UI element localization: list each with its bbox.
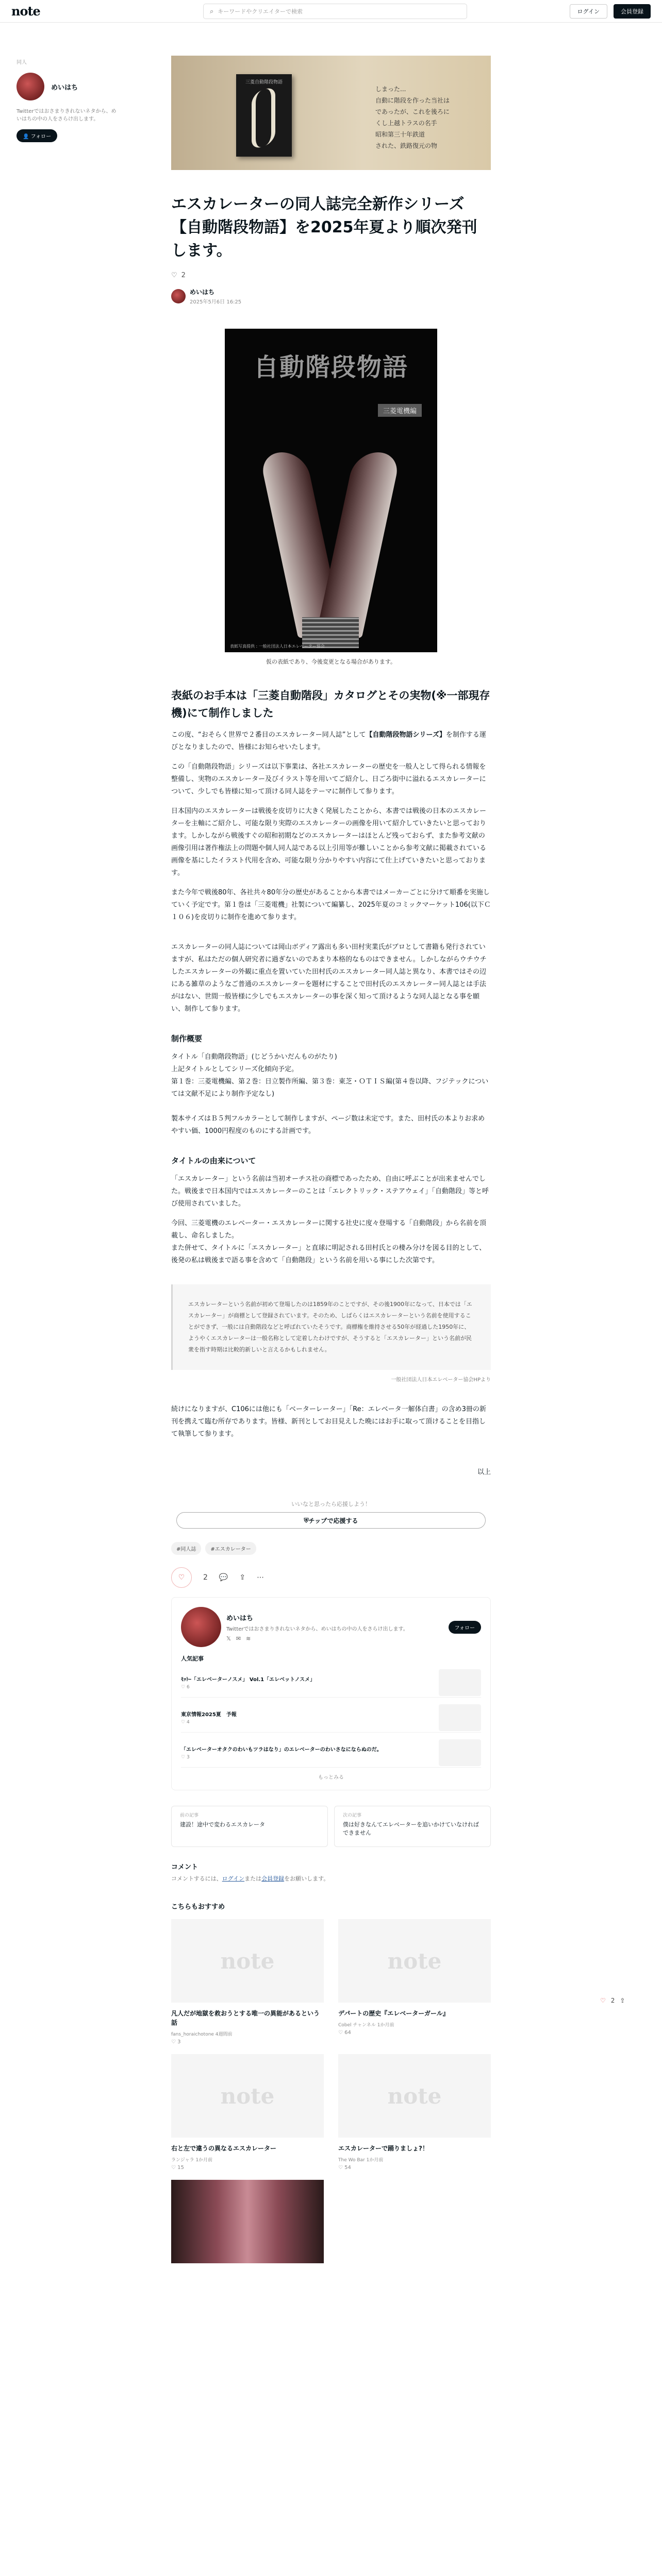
like-heart-icon[interactable]: ♡ bbox=[171, 272, 177, 279]
follow-label: フォロー bbox=[30, 134, 52, 140]
recommend-like-count: 64 bbox=[344, 2030, 351, 2036]
publish-date: 2025年5月6日 16:25 bbox=[190, 299, 242, 305]
recommend-likes: ♡ 64 bbox=[338, 2030, 351, 2036]
popular-title: 東京情報2025夏 予報 bbox=[181, 1712, 237, 1718]
social-links bbox=[226, 1635, 408, 1642]
popular-title: 「エレベーターオタクのわいもツラはなり」のエレベーターのわいさなにならぬのだ。 bbox=[181, 1747, 382, 1753]
comment-icon[interactable]: 💬 bbox=[219, 1573, 228, 1582]
popular-thumb bbox=[439, 1669, 481, 1696]
hero-line: しまった... bbox=[375, 86, 406, 93]
recommend-like-count: 3 bbox=[177, 2039, 181, 2045]
header-actions bbox=[570, 4, 651, 19]
recommend-title: デパートの歴史『エレベーターガール』 bbox=[338, 2010, 449, 2018]
hero-image bbox=[171, 56, 491, 170]
article-title: エスカレーターの同人誌完全新作シリーズ【自動階段物語】を2025年夏より順次発刊します。 bbox=[171, 195, 477, 260]
hero-line: であったが、これを後ろに bbox=[375, 108, 450, 115]
next-label: 次の記事 bbox=[343, 1813, 362, 1819]
subheading-overview: 制作概要 bbox=[171, 1034, 203, 1044]
poster-image bbox=[225, 329, 437, 652]
paragraph: 「エスカレーター」という名前は当初オーチス社の商標であったため、自由に呼ぶことが出来ませんでした。戦後まで日本国内ではエスカレーターのことは「エレクトリック・ステアウェイ」「自動階段」等と呼び使用されていました。 bbox=[171, 1175, 489, 1208]
author-avatar-small[interactable] bbox=[171, 289, 186, 303]
section-heading: 表紙のお手本は「三菱自動階段」カタログとその実物(※一部現存機)にて制作しました bbox=[171, 689, 490, 719]
recommend-likes: ♡ 3 bbox=[171, 2039, 181, 2045]
tip-label: チップで応援する bbox=[308, 1517, 358, 1524]
login-button[interactable]: ログイン bbox=[570, 4, 607, 19]
tag-item[interactable]: #エスカレーター bbox=[205, 1542, 256, 1555]
action-bar bbox=[171, 1567, 491, 1588]
book-cover bbox=[236, 74, 292, 157]
support-question: いいなと思ったら応援しよう！ bbox=[291, 1501, 371, 1508]
popular-likes: ♡ 3 bbox=[181, 1755, 190, 1760]
floating-like[interactable] bbox=[600, 1997, 625, 2004]
tag-list bbox=[171, 1542, 491, 1555]
closing-text: 以上 bbox=[477, 1468, 491, 1477]
recommend-card[interactable] bbox=[171, 1919, 324, 2045]
prev-article-link[interactable] bbox=[171, 1806, 328, 1847]
recommend-heading: こちらもおすすめ bbox=[171, 1903, 225, 1911]
recommend-card[interactable] bbox=[338, 2054, 491, 2171]
escalator-photo bbox=[171, 2180, 324, 2263]
recommend-card[interactable] bbox=[338, 1919, 491, 2045]
escalator-right bbox=[316, 452, 402, 638]
poster-caption: 表紙写真提供 : 一般社団法人日本エレベーター協会 bbox=[230, 644, 325, 649]
like-count: 2 bbox=[181, 272, 186, 279]
author-name[interactable]: めいはち bbox=[51, 83, 78, 92]
x-icon[interactable]: 𝕏 bbox=[226, 1635, 231, 1642]
prev-next-nav bbox=[171, 1806, 491, 1847]
author-name-small[interactable]: めいはち bbox=[190, 289, 215, 296]
popular-like-count: 6 bbox=[186, 1685, 190, 1690]
comment-text: をお願いします。 bbox=[284, 1875, 329, 1883]
paragraph: 日本国内のエスカレーターは戦後を皮切りに大きく発展したことから、本書では戦後の日本のエスカレーターを主軸にご紹介し、可能な限り実際のエスカレーターの画像を用いて紹介していきたいと思っております。しかしながら戦後すぐの昭和初期などのエスカレーターはほとんど残っておらず、また参考文献の画像引用は著作権法上の問題や個人同人誌である以上引用等が難しいことから参考文献に掲載されている画像を基にしたイラスト代用を含め、可能な限り分かりやすい内容にて仕上げていきたいと思っております。 bbox=[171, 807, 487, 877]
recommend-like-count: 15 bbox=[177, 2165, 184, 2171]
hero-line: 昭和第三十年鉄道 bbox=[375, 131, 425, 138]
follow-icon: 👤 bbox=[23, 134, 31, 140]
share-icon[interactable]: ⇪ bbox=[239, 1573, 246, 1582]
top-header bbox=[0, 0, 662, 23]
rss-icon[interactable]: ≋ bbox=[246, 1635, 251, 1642]
like-row bbox=[171, 272, 491, 279]
popular-item[interactable] bbox=[181, 1703, 481, 1733]
creator-name[interactable]: めいはち bbox=[226, 1614, 254, 1622]
paragraph: また併せて、タイトルに「エスカレーター」と直球に明記される田村氏との棲み分けを図る目的として、後発の私は戦後まで語る事を含めて「自動階段」という名前を用いる事にした次第です。 bbox=[171, 1244, 486, 1265]
popular-item[interactable] bbox=[181, 1668, 481, 1698]
paragraph-text: を制作する運びとなりましたので、皆様にお知らせいたします。 bbox=[171, 731, 486, 752]
paragraph: エスカレーターの同人誌については岡山ボディア露出も多い田村実業氏がブロとして書籍も発行されていますが、私はただの個人研究者に過ぎないのであまり本格的なものはできません。しかしながらウチウチしたエスカレーターの外観に重点を置いていた田村氏のエスカレーター同人誌と異なり、本書ではその辺にある雑草のようなご普通のエスカレーターを題材にすることで田村氏のエスカレーター同人誌とは手法がはない、世間一般皆様に少しでもエスカレーターの事を深く知って頂けるような同人誌となる事を願い、制作して参ります。 bbox=[171, 943, 487, 1013]
author-avatar[interactable] bbox=[16, 73, 44, 100]
search-box[interactable] bbox=[203, 4, 467, 19]
popular-likes: ♡ 6 bbox=[181, 1685, 190, 1690]
note-placeholder-image: note bbox=[171, 1919, 324, 2003]
action-like-count: 2 bbox=[203, 1573, 208, 1582]
mail-icon[interactable]: ✉ bbox=[236, 1635, 241, 1642]
paragraph: また今年で戦後80年、各社共々80年分の歴史があることから本書ではメーカーごとに分けて順番を実施していく予定です。第１巻は「三菱電機」社製について編纂し、2025年夏のコミックマーケット106(以下Ｃ１０６)を皮切りに制作を進めて参ります。 bbox=[171, 889, 491, 922]
note-placeholder-image: note bbox=[171, 2054, 324, 2138]
figure-caption: 仮の表紙であり、今後変更となる場合があります。 bbox=[266, 658, 396, 665]
comment-login-link[interactable]: ログイン bbox=[222, 1875, 245, 1883]
paragraph: 上記タイトルとしてシリーズ化傾向予定。 bbox=[171, 1065, 299, 1074]
comment-text: コメントするには、 bbox=[171, 1875, 222, 1883]
prev-title: 建設！途中で変わるエスカレータ bbox=[180, 1821, 265, 1828]
floating-like-count: 2 bbox=[610, 1997, 615, 2004]
recommend-title: 凡人だが地獄を救おうとする唯一の異能があるという話 bbox=[171, 2010, 320, 2027]
heart-icon: ♡ bbox=[600, 1997, 606, 2004]
paragraph-bold: 【自動階段物語シリーズ】 bbox=[366, 731, 446, 739]
paragraph bbox=[171, 729, 491, 754]
paragraph-text: この度、“おそらく世界で２番目のエスカレーター同人誌”として bbox=[171, 731, 366, 739]
creator-avatar[interactable] bbox=[181, 1607, 221, 1647]
popular-thumb bbox=[439, 1704, 481, 1731]
comment-text: または bbox=[244, 1875, 262, 1883]
follow-button[interactable] bbox=[16, 129, 57, 142]
search-placeholder: キーワードやクリエイターで検索 bbox=[218, 8, 303, 15]
recommend-grid bbox=[171, 1919, 491, 2263]
article-author bbox=[171, 287, 491, 305]
creator-card bbox=[171, 1597, 491, 1790]
more-icon[interactable]: ⋯ bbox=[257, 1573, 264, 1582]
recommend-card[interactable] bbox=[171, 2180, 324, 2263]
recommend-card[interactable] bbox=[171, 2054, 324, 2171]
hero-text bbox=[375, 83, 450, 151]
like-button[interactable]: ♡ bbox=[171, 1567, 192, 1588]
tag-item[interactable]: #同人誌 bbox=[171, 1542, 201, 1555]
recommend-author: ランジャラ 1か月前 bbox=[171, 2158, 213, 2163]
signup-button[interactable]: 会員登録 bbox=[614, 4, 651, 19]
creator-follow-button[interactable]: フォロー bbox=[449, 1621, 482, 1634]
creator-bio: Twitterではおさまりきれないネタから、めいはちの中の人をさらけ出します。 bbox=[226, 1626, 408, 1632]
recommend-likes: ♡ 15 bbox=[171, 2165, 184, 2171]
recommend-author: fans_horaichotone 4週間前 bbox=[171, 2032, 233, 2038]
quote-source: 一般社団法人日本エレベーター協会HPより bbox=[391, 1377, 491, 1383]
recommend-title: 右と左で違うの異なるエスカレーター bbox=[171, 2145, 277, 2153]
prev-label: 前の記事 bbox=[180, 1813, 199, 1819]
author-bio: Twitterではおさまりきれないネタから、めいはちの中の人をさらけ出します。 bbox=[16, 109, 117, 122]
next-article-link[interactable] bbox=[334, 1806, 491, 1847]
blockquote: エスカレーターという名前が初めて登場したのは1859年のことですが、その後1900年になって、日本では「エスカレーター」が商標として登録されています。そのため、しばらくはエスカレーターという名前を使用することができず、一般には自動階段などと呼ばれていたそうです。商標権を維持させる50年が経過した1950年に、ようやくエスカレーターは一般名称として定着したわけですが、そうすると「エスカレーター」という名前が民衆を指す時期は比較的新しいと言えるかもしれません。 bbox=[171, 1284, 491, 1370]
article-column bbox=[171, 56, 491, 2263]
tip-button[interactable] bbox=[176, 1512, 486, 1529]
note-placeholder-image: note bbox=[338, 1919, 491, 2003]
popular-title: ﾓｯﾄｰ「エレベーターノスメ」 Vol.1「エレベットノスメ」 bbox=[181, 1677, 316, 1683]
author-sidebar bbox=[16, 58, 120, 142]
paragraph: この「自動階段物語」シリーズは以下事業は、各社エスカレーターの歴史を一般人として得られる情報を整備し、実物のエスカレーター及びイラスト等を用いてご紹介し、日ごろ街中に溢れるエスカレーターについて、少しでも皆様に知って頂ける同人誌をテーマに制作して参ります。 bbox=[171, 763, 486, 796]
paragraph: 第１巻：三菱電機編、第２巻：日立製作所編、第３巻：東芝・ＯＴＩＳ編(第４巻以降、フジテックについては文献不足により制作予定なし) bbox=[171, 1078, 489, 1098]
popular-like-count: 4 bbox=[186, 1720, 190, 1725]
hero-line: された、鉄路復元の物 bbox=[375, 142, 438, 149]
share-icon[interactable]: ⇪ bbox=[620, 1997, 625, 2004]
book-title: 三菱自動階段物語 bbox=[245, 80, 283, 85]
paragraph: 続けになりますが、C106には他にも「ベーターレーター」「Re：エレベータ一解体白書」の含め3冊の新刊を携えて臨む所存であります。皆様、新刊としてお目見えした晩にはお手に取って頂けることを目指して執筆して参ります。 bbox=[171, 1405, 486, 1438]
recommend-like-count: 54 bbox=[344, 2165, 351, 2171]
comment-signup-link[interactable]: 会員登録 bbox=[261, 1875, 285, 1883]
sidebar-tag: 同人 bbox=[16, 60, 27, 65]
popular-like-count: 3 bbox=[186, 1755, 190, 1760]
popular-thumb bbox=[439, 1739, 481, 1766]
popular-heading: 人気記事 bbox=[181, 1655, 204, 1663]
recommend-author: Cobel チャンネル 1か月前 bbox=[338, 2023, 394, 2028]
recommend-title: エスカレーターで踊りましょ?！ bbox=[338, 2145, 428, 2153]
paragraph: タイトル「自動階段物語」(じどうかいだんものがたり) bbox=[171, 1053, 337, 1061]
tip-icon: ⛨ bbox=[304, 1516, 309, 1524]
note-logo[interactable]: note bbox=[11, 4, 40, 19]
comments-heading: コメント bbox=[171, 1863, 198, 1872]
escalator-graphic bbox=[252, 86, 275, 151]
popular-likes: ♡ 4 bbox=[181, 1720, 190, 1725]
poster-subtitle: 三菱電機編 bbox=[378, 404, 422, 417]
search-icon: ⌕ bbox=[210, 7, 214, 15]
note-placeholder-image: note bbox=[338, 2054, 491, 2138]
comments-prompt bbox=[171, 1874, 491, 1883]
recommend-author: The Wo Bar 1か月前 bbox=[338, 2158, 384, 2163]
hero-line: くし上越トラスの名手 bbox=[375, 120, 437, 127]
poster-title: 自動階段物語 bbox=[253, 353, 408, 382]
recommend-likes: ♡ 54 bbox=[338, 2165, 351, 2171]
paragraph: 製本サイズはＢ５判フルカラーとして制作しますが、ページ数は未定です。また、田村氏の本よりお求めやすい価、1000円程度のものにする計画です。 bbox=[171, 1115, 485, 1136]
hero-line: 自動に階段を作った当社は bbox=[375, 97, 450, 104]
popular-item[interactable] bbox=[181, 1738, 481, 1768]
paragraph: 今回、三菱電機のエレベーター・エスカレーターに関する社史に度々登場する「自動階段」から名前を頂載し、命名しました。 bbox=[171, 1219, 487, 1240]
subheading-title-origin: タイトルの由来について bbox=[171, 1156, 256, 1166]
next-title: 僕は好きなんてエレベーターを追いかけていなければできません bbox=[343, 1821, 479, 1837]
more-link[interactable]: もっとみる bbox=[318, 1775, 344, 1781]
